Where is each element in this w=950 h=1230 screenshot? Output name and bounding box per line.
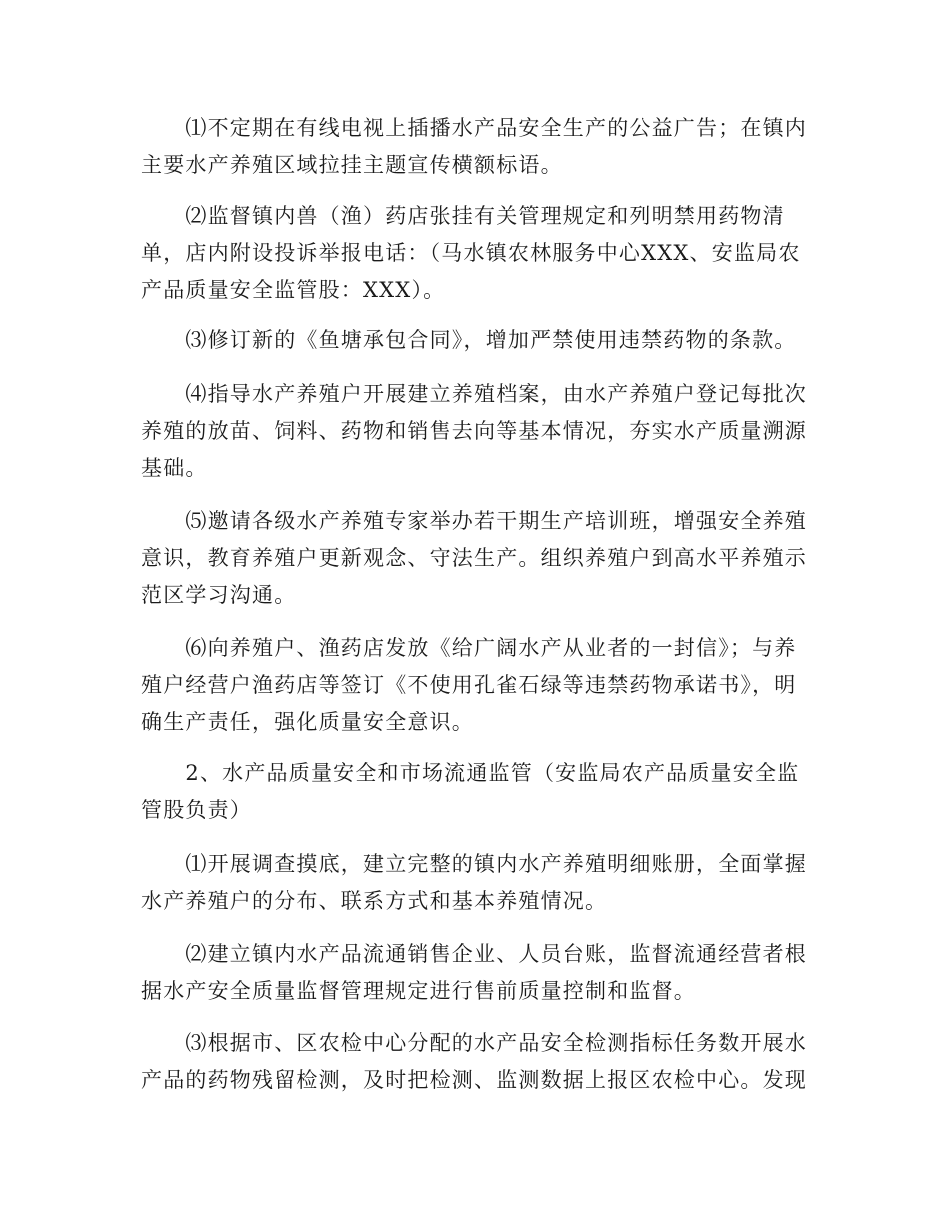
section-heading-2: 2、水产品质量安全和市场流通监管（安监局农产品质量安全监管股负责） (141, 761, 800, 822)
paragraph-1: ⑴不定期在有线电视上插播水产品安全生产的公益广告；在镇内主要水产养殖区域拉挂主题宣传横额标语。 (141, 116, 807, 177)
paragraph-7: ⑴开展调查摸底，建立完整的镇内水产养殖明细账册，全面掌握水产养殖户的分布、联系方式和基本养殖情况。 (141, 852, 807, 913)
paragraph-3: ⑶修订新的《鱼塘承包合同》，增加严禁使用违禁药物的条款。 (141, 328, 797, 352)
paragraph-8: ⑵建立镇内水产品流通销售企业、人员台账，监督流通经营者根据水产安全质量监督管理规定进行售前质量控制和监督。 (141, 942, 807, 1003)
paragraph-2: ⑵监督镇内兽（渔）药店张挂有关管理规定和列明禁用药物清单，店内附设投诉举报电话：（马水镇农林服务中心XXX、安监局农产品质量安全监管股：XXX）。 (141, 204, 801, 302)
paragraph-6: ⑹向养殖户、渔药店发放《给广阔水产从业者的一封信》；与养殖户经营户渔药店等签订《不使用孔雀石绿等违禁药物承诺书》，明确生产责任，强化质量安全意识。 (141, 636, 797, 734)
paragraph-5: ⑸邀请各级水产养殖专家举办若干期生产培训班，增强安全养殖意识，教育养殖户更新观念、守法生产。组织养殖户到高水平养殖示范区学习沟通。 (141, 509, 807, 607)
paragraph-4: ⑷指导水产养殖户开展建立养殖档案，由水产养殖户登记每批次养殖的放苗、饲料、药物和销售去向等基本情况，夯实水产质量溯源基础。 (141, 382, 807, 480)
paragraph-9: ⑶根据市、区农检中心分配的水产品安全检测指标任务数开展水产品的药物残留检测，及时把检测、监测数据上报区农检中心。发现 (141, 1031, 807, 1092)
